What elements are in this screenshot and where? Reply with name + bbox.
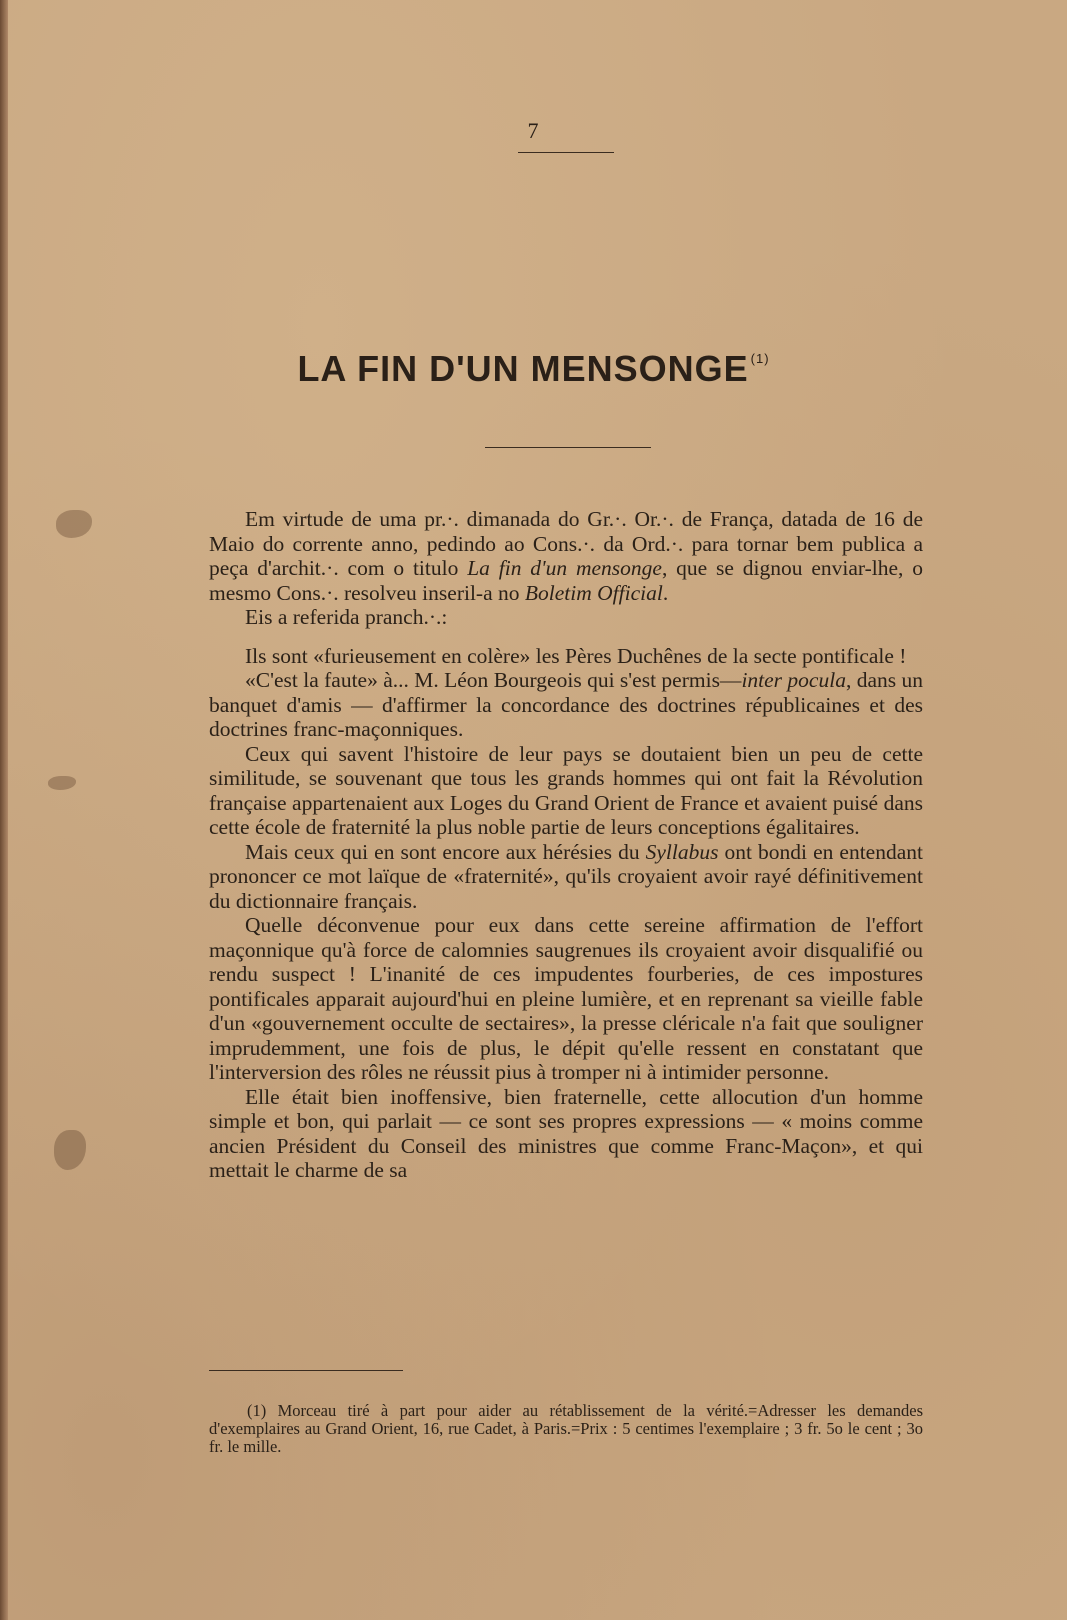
paper-stain <box>56 510 92 538</box>
footnote-rule <box>209 1370 403 1371</box>
body-text <box>209 507 923 1183</box>
intro-title-italic: La fin d'un mensonge <box>467 556 662 580</box>
title-rule <box>485 447 651 448</box>
page-left-edge <box>0 0 8 1620</box>
intro-transition: Eis a referida pranch.·.: <box>245 605 448 629</box>
page-number: 7 <box>527 118 540 143</box>
article-paragraph-6: Elle était bien inoffensive, bien fraternelle, cette allocution d'un homme simple et bon, qui parlait — ce sont ses propres expressions — « moins comme ancien Président du Conseil des ministres que comme Franc-Maçon», et qui mettait le charme de sa <box>209 1084 923 1182</box>
title-footnote-ref: (1) <box>750 351 770 366</box>
article-paragraph-5: Quelle déconvenue pour eux dans cette sereine affirmation de l'effort maçonnique qu'à force de calomnies saugrenues ils croyaient avoir disqualifié ou rendu suspect ! L'inanité de ces impudentes fourberies, de ces impostures pontificales apparait aujourd'hui en pleine lumière, et en reprenant sa vieille fable d'un «gouvernement occulte de sectaires», la presse cléricale n'a fait que souligner imprudemment, une fois de plus, le dépit qu'elle ressent en constatant que l'interversion des rôles ne réussit pius à tromper ni à intimider personne. <box>209 913 923 1084</box>
article-paragraph-3: Ceux qui savent l'histoire de leur pays se doutaient bien un peu de cette similitude, se souvenant que tous les grands hommes qui ont fait la Révolution française appartenaient aux Loges du Grand Orient de France et avaient puisé dans cette école de fraternité la plus noble partie de leurs conceptions égalitaires. <box>209 741 923 839</box>
page-number-rule <box>518 152 614 153</box>
paper-stain <box>54 1130 86 1170</box>
article-paragraph-1: Ils sont «furieusement en colère» les Pères Duchênes de la secte pontificale ! <box>245 643 907 668</box>
paper-stain <box>48 776 76 790</box>
title-text: LA FIN D'UN MENSONGE <box>297 348 749 389</box>
boletim-italic: Boletim Official <box>524 580 663 605</box>
article-paragraph-2: «C'est la faute» à... M. Léon Bourgeois qui s'est permis—inter pocula, dans un banquet d'amis — d'affirmer la concordance des doctrines républicaines et des doctrines franc-maçonniques. <box>209 668 923 741</box>
page-title <box>0 348 1067 390</box>
intro-paragraph: Em virtude de uma pr.·. dimanada do Gr.·. Or.·. de França, datada de 16 de Maio do corrente anno, pedindo ao Cons.·. da Ord.·. para tornar bem publica a peça d'archit.·. com o titulo La fin d'un mensonge, que se dignou enviar-lhe, o mesmo Cons.·. resolveu inseril-a no Boletim Official. <box>209 507 924 605</box>
article-paragraph-4: Mais ceux qui en sont encore aux hérésies du Syllabus ont bondi en entendant prononcer ce mot laïque de «fraternité», qu'ils croyaient avoir rayé définitivement du dictionnaire français. <box>209 839 923 913</box>
footnote: (1) Morceau tiré à part pour aider au rétablissement de la vérité.=Adresser les demandes d'exemplaires au Grand Orient, 16, rue Cadet, à Paris.=Prix : 5 centimes l'exemplaire ; 3 fr. 5o le cent ; 3o fr. le mille. <box>209 1401 923 1456</box>
